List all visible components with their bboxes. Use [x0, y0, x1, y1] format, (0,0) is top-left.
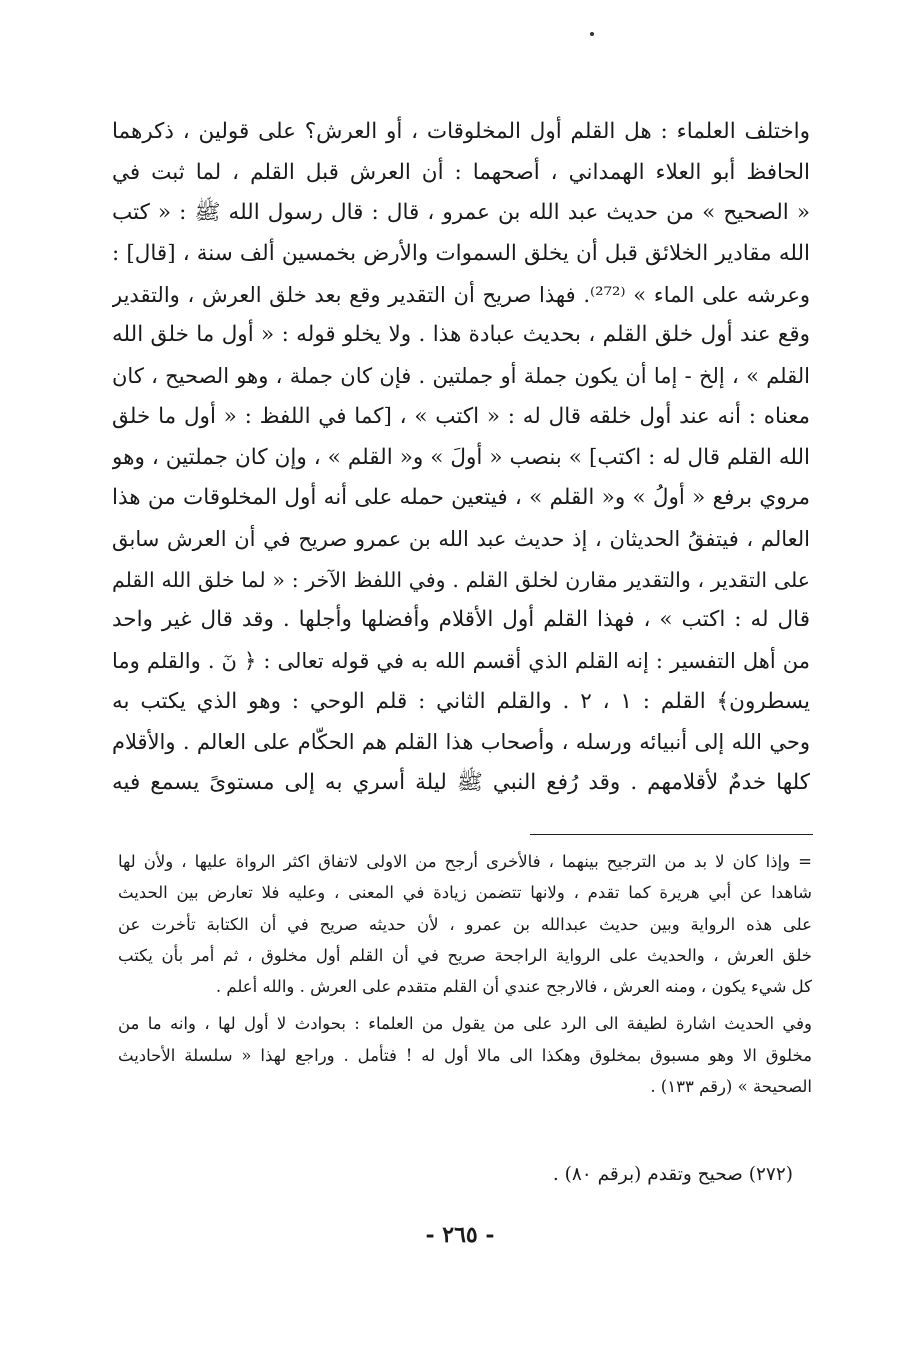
- body-line: وعرشه على الماء » ⁽²⁷²⁾. فهذا صريح أن التقدير وقع بعد خلق العرش ، والتقدير: [112, 282, 810, 307]
- footnote-continuation: [118, 846, 812, 1102]
- body-line: على التقدير ، والتقدير مقارن لخلق القلم . وفي اللفظ الآخر : « لما خلق الله القلم: [112, 567, 810, 592]
- body-line: معناه : أنه عند أول خلقه قال له : « اكتب » ، [كما في اللفظ : « أول ما خلق: [112, 403, 810, 429]
- footnote-line: على هذه الرواية وبين حديث عبدالله بن عمرو ، لأن حديثه صريح في أن الكتابة تأخرت عن: [118, 914, 812, 934]
- body-line: وحي الله إلى أنبيائه ورسله ، وأصحاب هذا القلم هم الحكّام على العالم . والأقلام: [112, 730, 810, 755]
- footnote-line: شاهدا عن أبي هريرة كما تقدم ، ولانها تتضمن زيادة في المعنى ، وعليه فلا تعارض بين الحديث: [118, 883, 812, 903]
- footnote-line: وفي الحديث اشارة لطيفة الى الرد على من يقول من العلماء : بحوادث لا أول لها ، وانه ما من: [118, 1014, 812, 1034]
- footnote-272: (٢٧٢) صحيح وتقدم (برقم ٨٠) .: [552, 1164, 793, 1185]
- body-line: الله مقادير الخلائق قبل أن يخلق السموات والأرض بخمسين ألف سنة ، [قال] :: [112, 241, 810, 267]
- footnote-line: = وإذا كان لا بد من الترجيح بينهما ، فالأخرى أرجح من الاولى لاتفاق اكثر الرواة عليها ، ولأن لها: [118, 852, 812, 871]
- page-number: - ٢٦٥ -: [425, 1222, 495, 1248]
- body-line: الحافظ أبو العلاء الهمداني ، أصحهما : أن العرش قبل القلم ، لما ثبت في: [112, 159, 810, 185]
- footnote-line: خلق العرش ، والحديث على الرواية الراجحة صريح في أن القلم أول مخلوق ، ثم أمر بأن يكتب: [118, 945, 812, 965]
- body-line: « الصحيح » من حديث عبد الله بن عمرو ، قال : قال رسول الله ﷺ : « كتب: [112, 200, 810, 226]
- body-line: واختلف العلماء : هل القلم أول المخلوقات ، أو العرش؟ على قولين ، ذكرهما: [112, 119, 810, 144]
- footnote-line: الصحيحة » (رقم ١٣٣) .: [650, 1077, 812, 1097]
- body-line: مروي برفع « أولُ » و« القلم » ، فيتعين حمله على أنه أول المخلوقات من هذا: [112, 485, 810, 511]
- ink-dot: [590, 32, 594, 36]
- body-line: من أهل التفسير : إنه القلم الذي أقسم الله به في قوله تعالى : ﴿ نٓ . والقلم وما: [112, 648, 810, 673]
- footnote-line: كل شيء يكون ، ومنه العرش ، فالارجح عندي أن القلم متقدم على العرش . والله أعلم .: [215, 977, 812, 997]
- main-body-text: [112, 112, 810, 804]
- body-line: قال له : اكتب » ، فهذا القلم أول الأقلام وأفضلها وأجلها . وقد قال غير واحد: [112, 607, 810, 633]
- footnote-separator: [530, 834, 813, 835]
- body-line: الله القلم قال له : اكتب] » بنصب « أولَ » و« القلم » ، وإن كان جملتين ، وهو: [112, 444, 810, 470]
- body-line: كلها خدمٌ لأقلامهم . وقد رُفع النبي ﷺ ليلة أسري به إلى مستوىً يسمع فيه: [112, 770, 810, 795]
- footnote-line: مخلوق الا وهو مسبوق بمخلوق وهكذا الى مالا أول له ! فتأمل . وراجع لهذا « سلسلة الأحاديث: [118, 1045, 812, 1065]
- body-line: القلم » ، إلخ - إما أن يكون جملة أو جملتين . فإن كان جملة ، وهو الصحيح ، كان: [112, 364, 810, 389]
- body-line: يسطرون﴾ القلم : ١ ، ٢ . والقلم الثاني : قلم الوحي : وهو الذي يكتب به: [112, 688, 810, 714]
- body-line: وقع عند أول خلق القلم ، بحديث عبادة هذا . ولا يخلو قوله : « أول ما خلق الله: [112, 322, 810, 348]
- body-line: العالم ، فيتفقُ الحديثان ، إذ حديث عبد الله بن عمرو صريح في أن العرش سابق: [112, 526, 810, 551]
